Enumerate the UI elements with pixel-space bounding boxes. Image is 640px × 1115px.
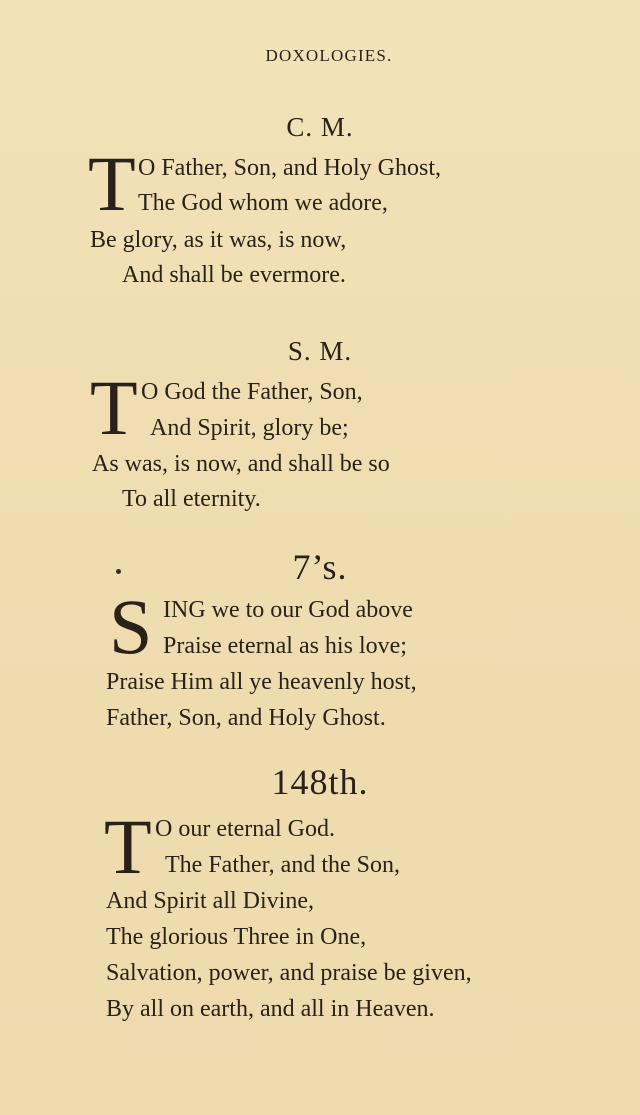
meter-heading-sm: S. M. [287,336,353,366]
verse-line: And shall be evermore. [122,262,346,288]
drop-cap: T [88,140,136,227]
verse-line: Praise Him all ye heavenly host, [106,669,417,695]
verse-line: O our eternal God. [155,816,335,842]
verse-line: And Spirit all Divine, [106,888,314,914]
verse-line: And Spirit, glory be; [150,415,349,441]
verse-line: O Father, Son, and Holy Ghost, [138,155,442,181]
verse-line: Father, Son, and Holy Ghost. [106,705,386,731]
meter-heading-148th: 148th. [271,762,369,802]
meter-heading-7s: 7’s. [292,547,348,587]
verse-line: Praise eternal as his love; [163,633,407,659]
verse-line: The Father, and the Son, [165,852,400,878]
verse-line: By all on earth, and all in Heaven. [106,996,435,1022]
verse-line: Salvation, power, and praise be given, [106,960,472,986]
drop-cap: T [104,803,152,890]
drop-cap: T [90,364,138,451]
verse-line: The God whom we adore, [138,190,388,216]
running-head: DOXOLOGIES. [265,46,393,65]
verse-line: As was, is now, and shall be so [92,451,390,477]
verse-line: Be glory, as it was, is now, [90,227,347,253]
verse-line: The glorious Three in One, [106,924,367,950]
verse-line: ING we to our God above [163,597,413,623]
meter-heading-cm: C. M. [286,112,354,142]
verse-line: O God the Father, Son, [141,379,363,405]
verse-line: To all eternity. [122,486,261,512]
drop-cap: S [109,583,153,670]
